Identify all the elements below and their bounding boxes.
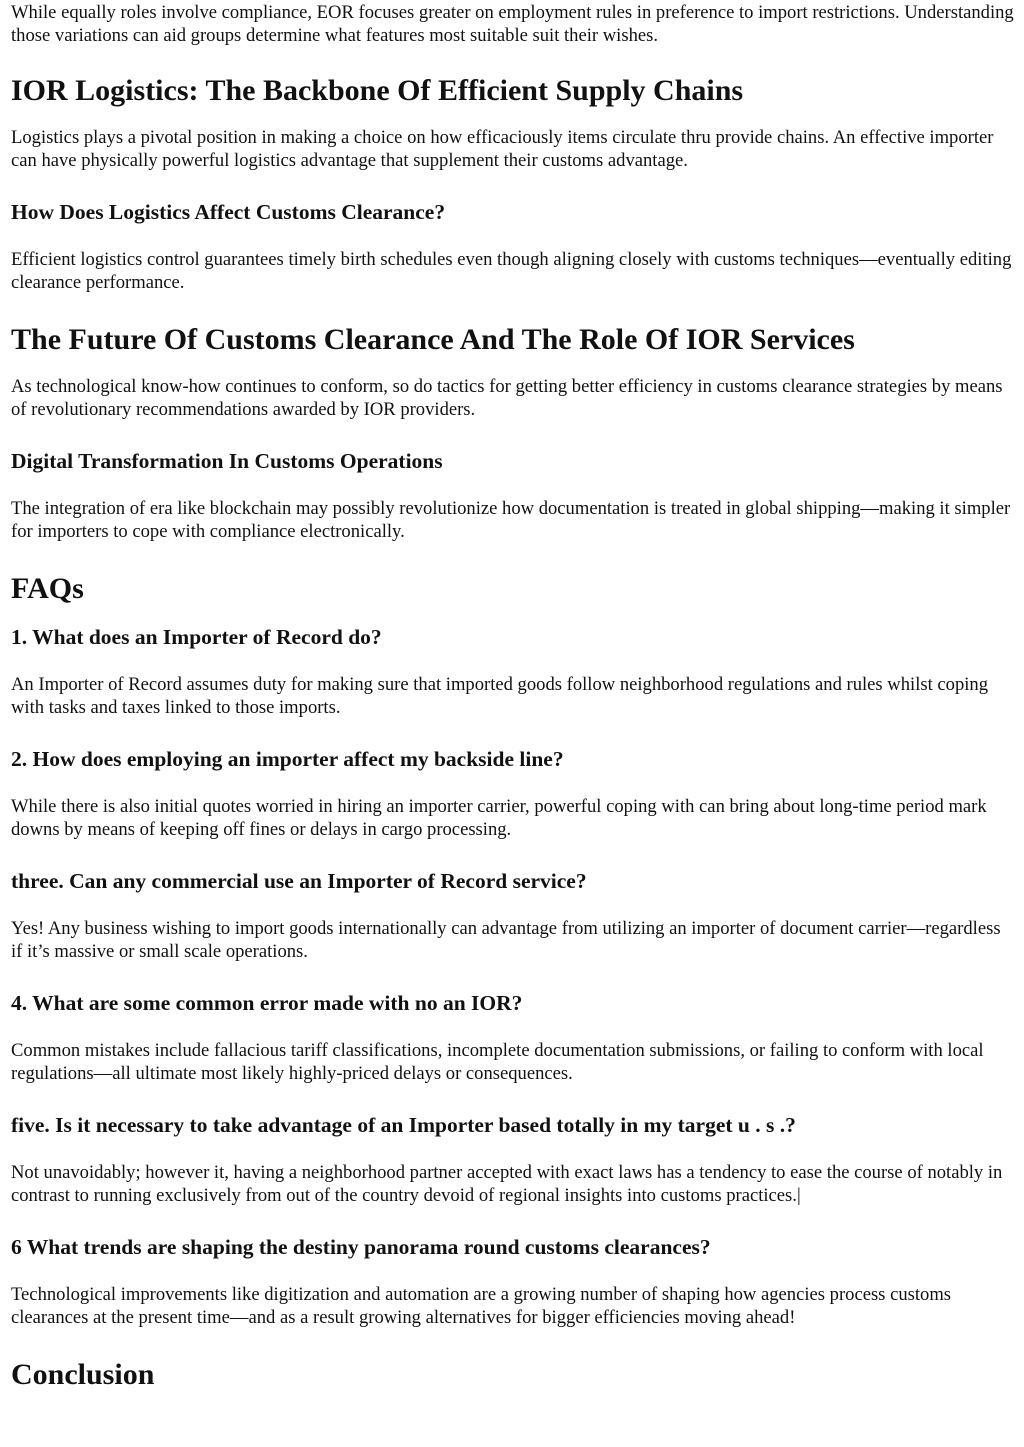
subheading-digital-transformation: Digital Transformation In Customs Operations [11,449,443,473]
faq-item [11,1234,1014,1329]
section-heading-future: The Future Of Customs Clearance And The Role Of IOR Services [11,323,855,356]
faq-question: 1. What does an Importer of Record do? [11,625,382,649]
faq-question: 6 What trends are shaping the destiny panorama round customs clearances? [11,1235,711,1259]
subheading-logistics-customs: How Does Logistics Affect Customs Clearance? [11,200,446,224]
faq-item [11,868,1014,963]
faq-item [11,624,1014,719]
faq-item [11,746,1014,841]
faq-answer: An Importer of Record assumes duty for making sure that imported goods follow neighborhood regulations and rules whilst coping with tasks and taxes linked to those imports. [11,674,989,718]
faq-item [11,990,1014,1085]
subsection-paragraph-digital: The integration of era like blockchain may possibly revolutionize how documentation is treated in global shipping—making it simpler for importers to cope with compliance electronically. [11,498,1011,542]
intro-paragraph: While equally roles involve compliance, EOR focuses greater on employment rules in preference to import restrictions. Understanding those variations can aid groups determine what features most suitable suit their wishes. [11,2,1014,46]
faq-answer: Yes! Any business wishing to import goods internationally can advantage from utilizing an importer of document carrier—regardless if it’s massive or small scale operations. [11,918,1001,962]
faq-question: 2. How does employing an importer affect my backside line? [11,747,564,771]
faq-question: five. Is it necessary to take advantage of an Importer based totally in my target u . s .? [11,1113,796,1137]
faq-answer: While there is also initial quotes worried in hiring an importer carrier, powerful coping with can bring about long-time period mark downs by means of keeping off fines or delays in cargo processing. [11,796,987,840]
article-content [0,1,1024,1393]
section-paragraph-future: As technological know-how continues to conform, so do tactics for getting better efficiency in customs clearance strategies by means of revolutionary recommendations awarded by IOR providers. [11,376,1003,420]
faq-answer: Common mistakes include fallacious tariff classifications, incomplete documentation submissions, or failing to conform with local regulations—all ultimate most likely highly-priced delays or consequences. [11,1040,984,1084]
faq-item [11,1112,1014,1207]
faq-answer: Technological improvements like digitization and automation are a growing number of shaping how agencies process customs clearances at the present time—and as a result growing alternatives for bigger efficiencies moving ahead! [11,1284,952,1328]
subsection-paragraph-logistics: Efficient logistics control guarantees timely birth schedules even though aligning closely with customs techniques—eventually editing clearance performance. [11,249,1012,293]
faq-question: 4. What are some common error made with no an IOR? [11,991,523,1015]
faq-answer: Not unavoidably; however it, having a neighborhood partner accepted with exact laws has a tendency to ease the course of notably in contrast to running exclusively from out of the country devoid of regional insights into customs practices.| [11,1162,1003,1206]
section-heading-faqs: FAQs [11,572,84,605]
section-heading-logistics: IOR Logistics: The Backbone Of Efficient Supply Chains [11,74,744,107]
faq-question: three. Can any commercial use an Importer of Record service? [11,869,587,893]
section-heading-conclusion: Conclusion [11,1358,155,1391]
faq-list [11,624,1014,1329]
section-paragraph-logistics: Logistics plays a pivotal position in making a choice on how efficaciously items circulate thru provide chains. An effective importer can have physically powerful logistics advantage that supplement their customs advantage. [11,127,994,171]
